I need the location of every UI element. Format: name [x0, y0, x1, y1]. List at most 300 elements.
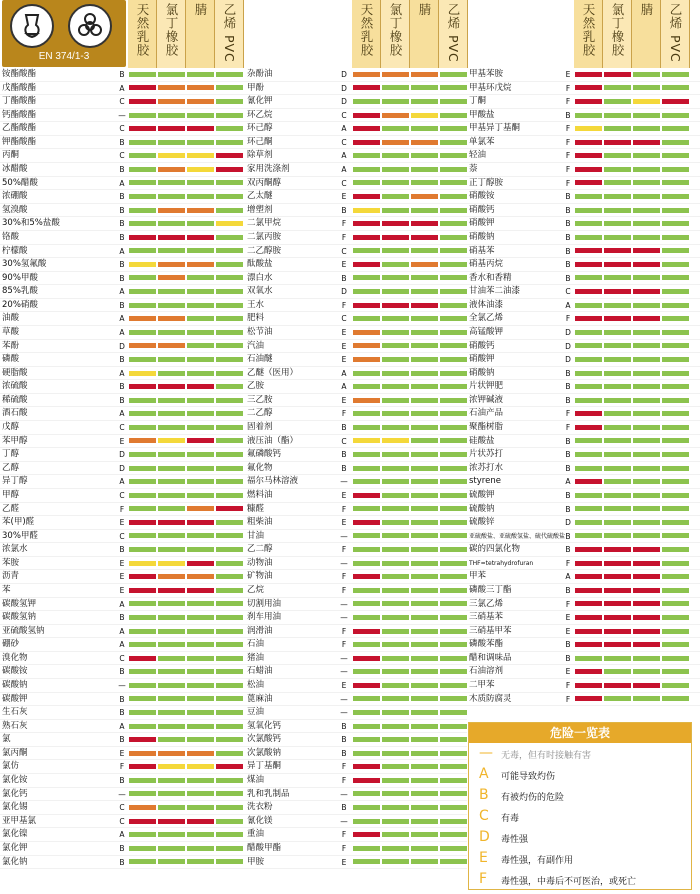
resistance-bar — [129, 167, 156, 172]
resistance-bar — [129, 791, 156, 796]
resistance-bar — [353, 601, 380, 606]
chemical-row — [0, 272, 245, 286]
resistance-bar — [353, 479, 380, 484]
chemical-row — [467, 489, 700, 503]
resistance-bar — [575, 696, 602, 701]
chemical-row — [245, 856, 467, 870]
chemical-row — [467, 95, 700, 109]
chemical-row — [245, 625, 467, 639]
hazard-code: B — [565, 531, 571, 541]
resistance-bar — [187, 289, 214, 294]
chemical-row — [0, 530, 245, 544]
resistance-bar — [353, 316, 380, 321]
resistance-bar — [129, 235, 156, 240]
resistance-bar — [187, 629, 214, 634]
chemical-name: 氢溴酸 — [2, 204, 28, 215]
resistance-bar — [353, 683, 380, 688]
resistance-bar — [411, 629, 438, 634]
chemical-row — [245, 598, 467, 612]
resistance-bar — [129, 710, 156, 715]
hazard-code: B — [565, 585, 571, 595]
resistance-bar — [353, 167, 380, 172]
hazard-code: B — [119, 708, 125, 718]
resistance-bar — [411, 85, 438, 90]
chemical-name: 刹车用油 — [247, 612, 282, 623]
resistance-bar — [158, 343, 185, 348]
hazard-code: B — [565, 273, 571, 283]
resistance-bar — [662, 140, 689, 145]
chemical-name: 乙胺 — [247, 381, 265, 392]
resistance-bar — [604, 547, 631, 552]
hazard-code: F — [565, 409, 571, 419]
resistance-bar — [216, 601, 243, 606]
resistance-bar — [411, 724, 438, 729]
resistance-bar — [216, 615, 243, 620]
hazard-code: C — [341, 110, 347, 120]
hazard-code: B — [565, 463, 571, 473]
resistance-bar — [575, 275, 602, 280]
resistance-bar — [353, 99, 380, 104]
chemical-row — [0, 693, 245, 707]
resistance-bar — [216, 656, 243, 661]
hazard-code: C — [119, 531, 125, 541]
resistance-bar — [216, 520, 243, 525]
chemical-row — [245, 204, 467, 218]
resistance-bar — [440, 99, 467, 104]
resistance-bar — [353, 438, 380, 443]
chemical-name: 90%甲酸 — [2, 272, 38, 283]
resistance-bar — [187, 791, 214, 796]
hazard-code: F — [341, 640, 347, 650]
resistance-bar — [411, 194, 438, 199]
chemical-row — [245, 149, 467, 163]
resistance-bar — [216, 778, 243, 783]
chemical-row — [0, 353, 245, 367]
resistance-bar — [187, 846, 214, 851]
resistance-bar — [216, 561, 243, 566]
resistance-bar — [353, 330, 380, 335]
chemical-row — [467, 177, 700, 191]
chemical-row — [0, 122, 245, 136]
chemical-row — [245, 245, 467, 259]
resistance-bar — [216, 384, 243, 389]
resistance-bar — [216, 832, 243, 837]
hazard-code: C — [341, 246, 347, 256]
resistance-bar — [411, 764, 438, 769]
resistance-bar — [440, 642, 467, 647]
resistance-bar — [662, 113, 689, 118]
column-1 — [0, 0, 245, 894]
hazard-code: F — [565, 314, 571, 324]
resistance-bar — [129, 330, 156, 335]
resistance-bar — [411, 221, 438, 226]
resistance-bar — [187, 316, 214, 321]
resistance-bar — [158, 208, 185, 213]
resistance-bar — [575, 588, 602, 593]
resistance-bar — [187, 126, 214, 131]
chemical-row — [245, 367, 467, 381]
resistance-bar — [662, 275, 689, 280]
chemical-row — [0, 747, 245, 761]
chemical-name: 铬酸 — [2, 231, 20, 242]
resistance-bar — [382, 371, 409, 376]
resistance-bar — [633, 330, 660, 335]
hazard-code: F — [565, 151, 571, 161]
resistance-bar — [187, 669, 214, 674]
resistance-bar — [575, 262, 602, 267]
hazard-code: — — [340, 531, 348, 541]
chemical-row — [0, 299, 245, 313]
resistance-bar — [382, 357, 409, 362]
resistance-bar — [662, 384, 689, 389]
chemical-row — [467, 665, 700, 679]
resistance-bar — [129, 126, 156, 131]
resistance-bar — [633, 357, 660, 362]
hazard-code: B — [119, 613, 125, 623]
resistance-bar — [633, 438, 660, 443]
chemical-name: 三乙胺 — [247, 394, 273, 405]
resistance-bar — [216, 642, 243, 647]
resistance-bar — [575, 398, 602, 403]
resistance-bar — [662, 452, 689, 457]
hazard-code: F — [341, 504, 347, 514]
chemical-name: 硬脂酸 — [2, 367, 28, 378]
chemical-row — [467, 190, 700, 204]
resistance-bar — [158, 778, 185, 783]
resistance-bar — [633, 683, 660, 688]
hazard-code: A — [565, 477, 571, 487]
resistance-bar — [575, 153, 602, 158]
hazard-code: B — [565, 545, 571, 555]
resistance-bar — [216, 819, 243, 824]
hazard-code: D — [565, 341, 571, 351]
resistance-bar — [382, 751, 409, 756]
resistance-bar — [411, 846, 438, 851]
material-header — [603, 0, 632, 68]
resistance-bar — [158, 819, 185, 824]
resistance-bar — [604, 642, 631, 647]
hazard-code: A — [341, 368, 347, 378]
resistance-bar — [633, 656, 660, 661]
resistance-bar — [216, 99, 243, 104]
resistance-bar — [411, 72, 438, 77]
resistance-bar — [187, 778, 214, 783]
resistance-bar — [187, 221, 214, 226]
resistance-bar — [129, 194, 156, 199]
resistance-bar — [604, 493, 631, 498]
resistance-bar — [662, 561, 689, 566]
hazard-code: E — [341, 490, 347, 500]
hazard-code: F — [565, 165, 571, 175]
resistance-bar — [216, 452, 243, 457]
resistance-bar — [604, 398, 631, 403]
hazard-code: E — [341, 341, 347, 351]
chemical-name: 甲基环戊烷 — [469, 82, 512, 93]
chemical-name: 糠醛 — [247, 503, 265, 514]
chemical-row — [245, 611, 467, 625]
resistance-bar — [440, 846, 467, 851]
chemical-row — [0, 285, 245, 299]
chemical-row — [467, 475, 700, 489]
resistance-bar — [604, 343, 631, 348]
hazard-code: F — [341, 830, 347, 840]
hazard-code: D — [119, 341, 125, 351]
resistance-bar — [382, 642, 409, 647]
resistance-bar — [129, 764, 156, 769]
resistance-bar — [411, 778, 438, 783]
chemical-name: 杂酚油 — [247, 69, 273, 79]
resistance-bar — [158, 588, 185, 593]
resistance-bar — [187, 262, 214, 267]
hazard-code: — — [340, 694, 348, 704]
resistance-bar — [129, 262, 156, 267]
chemical-name: 家用洗涤剂 — [247, 164, 290, 175]
hazard-code: B — [341, 735, 347, 745]
hazard-code: B — [565, 192, 571, 202]
hazard-code: C — [119, 423, 125, 433]
resistance-bar — [187, 764, 214, 769]
chemical-name: 苯 — [2, 584, 11, 595]
resistance-bar — [633, 479, 660, 484]
resistance-bar — [382, 683, 409, 688]
resistance-bar — [382, 180, 409, 185]
resistance-bar — [129, 859, 156, 864]
resistance-bar — [158, 248, 185, 253]
chemical-name: 高锰酸钾 — [469, 326, 504, 337]
chemical-row — [0, 448, 245, 462]
resistance-bar — [662, 425, 689, 430]
resistance-bar — [633, 262, 660, 267]
resistance-bar — [662, 221, 689, 226]
legend-text: 无毒，但有时接触有害 — [501, 751, 592, 761]
resistance-bar — [662, 85, 689, 90]
resistance-bar — [604, 167, 631, 172]
hazard-code: D — [341, 287, 347, 297]
resistance-bar — [187, 398, 214, 403]
resistance-bar — [129, 506, 156, 511]
resistance-bar — [604, 140, 631, 145]
chemical-row — [245, 407, 467, 421]
resistance-bar — [411, 384, 438, 389]
hazard-code: F — [565, 423, 571, 433]
hazard-code: A — [341, 165, 347, 175]
resistance-bar — [216, 140, 243, 145]
chemical-row — [467, 530, 700, 544]
resistance-bar — [158, 235, 185, 240]
resistance-bar — [575, 425, 602, 430]
resistance-bar — [633, 113, 660, 118]
legend-code: C — [479, 808, 489, 824]
resistance-bar — [575, 669, 602, 674]
resistance-bar — [129, 466, 156, 471]
chemical-name: 二氯丙胺 — [247, 231, 282, 242]
resistance-bar — [440, 411, 467, 416]
resistance-bar — [353, 452, 380, 457]
resistance-bar — [411, 832, 438, 837]
resistance-bar — [440, 764, 467, 769]
resistance-bar — [633, 452, 660, 457]
chemical-name: 50%醋酸 — [2, 177, 38, 188]
chemical-name: 硼砂 — [2, 639, 20, 650]
resistance-bar — [604, 601, 631, 606]
chemical-row — [0, 815, 245, 829]
resistance-bar — [633, 615, 660, 620]
resistance-bar — [411, 859, 438, 864]
resistance-bar — [440, 588, 467, 593]
chemical-name: 固着剂 — [247, 422, 273, 433]
resistance-bar — [382, 384, 409, 389]
resistance-bar — [187, 194, 214, 199]
chemical-name: 沥青 — [2, 571, 20, 582]
resistance-bar — [129, 343, 156, 348]
chemical-row — [245, 312, 467, 326]
resistance-bar — [158, 805, 185, 810]
chemical-row — [0, 516, 245, 530]
resistance-bar — [158, 642, 185, 647]
resistance-bar — [158, 710, 185, 715]
resistance-bar — [411, 561, 438, 566]
resistance-bar — [633, 72, 660, 77]
hazard-code: D — [565, 355, 571, 365]
resistance-bar — [411, 696, 438, 701]
resistance-bar — [216, 72, 243, 77]
chemical-name: 酒石酸 — [2, 408, 28, 419]
resistance-bar — [411, 262, 438, 267]
resistance-bar — [158, 737, 185, 742]
resistance-bar — [187, 547, 214, 552]
hazard-code: A — [119, 314, 125, 324]
resistance-bar — [158, 561, 185, 566]
resistance-bar — [353, 506, 380, 511]
resistance-bar — [158, 438, 185, 443]
chemical-row — [467, 638, 700, 652]
chemical-row — [0, 136, 245, 150]
resistance-bar — [633, 588, 660, 593]
chemical-name: 甲酚 — [247, 82, 265, 93]
chemical-name: 动物油 — [247, 557, 273, 568]
hazard-code: B — [119, 219, 125, 229]
resistance-bar — [353, 398, 380, 403]
resistance-bar — [411, 303, 438, 308]
resistance-bar — [440, 547, 467, 552]
resistance-bar — [158, 371, 185, 376]
chemical-name: 石蜡油 — [247, 666, 273, 677]
chemical-row — [0, 598, 245, 612]
resistance-bar — [382, 330, 409, 335]
resistance-bar — [575, 235, 602, 240]
resistance-bar — [158, 275, 185, 280]
hazard-code: D — [119, 463, 125, 473]
chemical-name: 三硝基甲苯 — [469, 625, 512, 636]
resistance-bar — [129, 669, 156, 674]
resistance-bar — [382, 547, 409, 552]
hazard-code: A — [119, 721, 125, 731]
chemical-row — [0, 557, 245, 571]
resistance-bar — [187, 805, 214, 810]
resistance-bar — [662, 303, 689, 308]
resistance-bar — [440, 248, 467, 253]
resistance-bar — [187, 506, 214, 511]
chemical-row — [0, 570, 245, 584]
resistance-bar — [575, 479, 602, 484]
hazard-code: E — [119, 748, 125, 758]
resistance-bar — [129, 303, 156, 308]
chemical-row — [467, 82, 700, 96]
material-header — [439, 0, 468, 68]
hazard-code: E — [565, 613, 571, 623]
resistance-bar — [216, 411, 243, 416]
chemical-row — [467, 435, 700, 449]
chemical-name: 甲苯 — [469, 571, 487, 582]
resistance-bar — [216, 479, 243, 484]
hazard-code: F — [565, 137, 571, 147]
chemical-row — [0, 95, 245, 109]
resistance-bar — [575, 72, 602, 77]
resistance-bar — [353, 696, 380, 701]
chemical-row — [0, 435, 245, 449]
resistance-bar — [129, 479, 156, 484]
chemical-name: 氰化钾 — [247, 96, 273, 107]
hazard-code: B — [119, 192, 125, 202]
chemical-name: 碳酸氢钠 — [2, 612, 37, 623]
chemical-row — [467, 285, 700, 299]
resistance-bar — [411, 533, 438, 538]
resistance-bar — [187, 561, 214, 566]
resistance-bar — [353, 126, 380, 131]
hazard-code: B — [119, 205, 125, 215]
chemical-row — [245, 190, 467, 204]
resistance-bar — [440, 153, 467, 158]
chemical-row — [467, 109, 700, 123]
chemical-row — [245, 82, 467, 96]
resistance-bar — [604, 180, 631, 185]
chemical-name: 85%乳酸 — [2, 286, 38, 297]
hazard-code: B — [565, 368, 571, 378]
resistance-bar — [158, 167, 185, 172]
resistance-bar — [187, 303, 214, 308]
chemical-row — [467, 611, 700, 625]
resistance-bar — [158, 547, 185, 552]
chemical-name: 增塑剂 — [247, 204, 273, 215]
resistance-bar — [440, 167, 467, 172]
resistance-bar — [604, 683, 631, 688]
resistance-bar — [662, 547, 689, 552]
chemical-name: 片状苏打 — [469, 449, 504, 460]
chemical-name: 石油产品 — [469, 408, 504, 419]
chemical-name: 粗柴油 — [247, 517, 273, 528]
hazard-code: B — [565, 436, 571, 446]
chemical-name: 硝酸钙 — [469, 340, 495, 351]
chemical-row — [0, 163, 245, 177]
resistance-bar — [411, 466, 438, 471]
resistance-bar — [129, 289, 156, 294]
resistance-bar — [129, 547, 156, 552]
resistance-bar — [604, 289, 631, 294]
resistance-bar — [382, 153, 409, 158]
resistance-bar — [216, 398, 243, 403]
resistance-bar — [353, 656, 380, 661]
resistance-bar — [158, 452, 185, 457]
hazard-code: — — [340, 653, 348, 663]
hazard-code: — — [340, 599, 348, 609]
resistance-bar — [575, 520, 602, 525]
chemical-name: 乙醛 — [2, 503, 20, 514]
chemical-name: 稀硫酸 — [2, 394, 28, 405]
material-label: 天然乳胶 — [135, 3, 150, 57]
hazard-code: B — [119, 545, 125, 555]
resistance-bar — [216, 805, 243, 810]
legend-code: B — [479, 787, 489, 803]
